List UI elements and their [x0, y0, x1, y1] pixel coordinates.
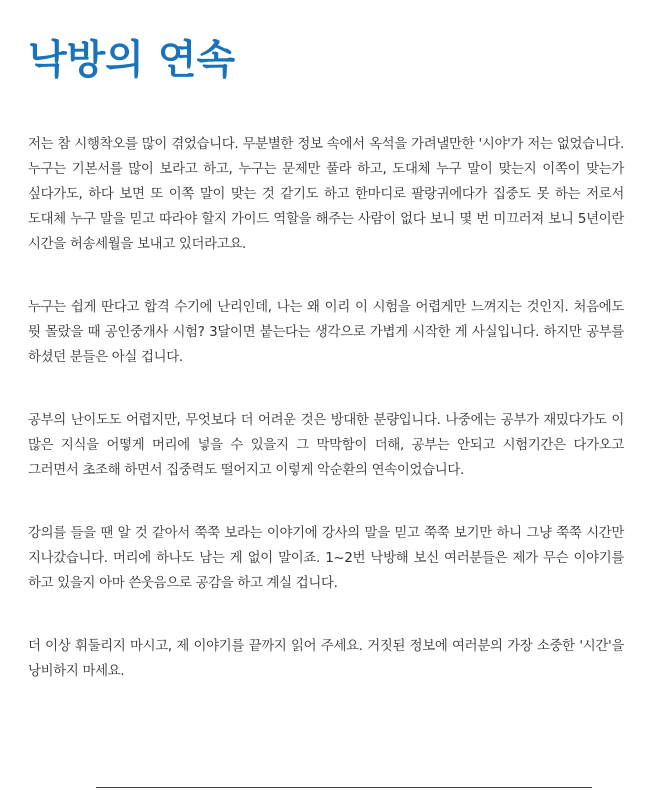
- paragraph-3: 공부의 난이도도 어렵지만, 무엇보다 더 어려운 것은 방대한 분량입니다. 나중에는 공부가 재밌다가도 이 많은 지식을 어떻게 머리에 넣을 수 있을지 그 막막함이 더해, 공부는 안되고 시험기간은 다가오고 그러면서 초조해 하면서 집중력도 떨어지고 이렇게 악순환의 연속이었습니다.: [28, 413, 624, 478]
- page-title: 낙방의 연속: [28, 37, 236, 83]
- paragraph-1: 저는 참 시행착오를 많이 겪었습니다. 무분별한 정보 속에서 옥석을 가려낼만한 '시야'가 저는 없었습니다. 누구는 기본서를 많이 보라고 하고, 누구는 문제만 풀라 하고, 도대체 누구 말이 맞는지 이쪽이 맞는가 싶다가도, 하다 보면 또 이쪽 말이 맞는 것 같기도 하고 한마디로 팔랑귀에다가 집중도 못 하는 저로서 도대체 누구 말을 믿고 따라야 할지 가이드 역할을 해주는 사람이 없다 보니 몇 번 미끄러져 보니 5년이란 시간을 허송세월을 보내고 있더라고요.: [28, 137, 624, 252]
- article-body: [28, 132, 624, 684]
- paragraph-4: 강의를 들을 땐 알 것 같아서 쭉쭉 보라는 이야기에 강사의 말을 믿고 쭉쭉 보기만 하니 그냥 쭉쭉 시간만 지나갔습니다. 머리에 하나도 남는 게 없이 말이죠. 1~2번 낙방해 보신 여러분들은 제가 무슨 이야기를 하고 있을지 아마 쓴웃음으로 공감을 하고 계실 겁니다.: [28, 526, 624, 591]
- paragraph-5: 더 이상 휘둘리지 마시고, 제 이야기를 끝까지 읽어 주세요. 거짓된 정보에 여러분의 가장 소중한 '시간'을 낭비하지 마세요.: [28, 639, 624, 679]
- bottom-divider: [96, 787, 592, 788]
- paragraph-2: 누구는 쉽게 딴다고 합격 수기에 난리인데, 나는 왜 이리 이 시험을 어렵게만 느껴지는 것인지. 처음에도 뭣 몰랐을 때 공인중개사 시험? 3달이면 붙는다는 생각으로 가볍게 시작한 게 사실입니다. 하지만 공부를 하셨던 분들은 아실 겁니다.: [28, 300, 624, 365]
